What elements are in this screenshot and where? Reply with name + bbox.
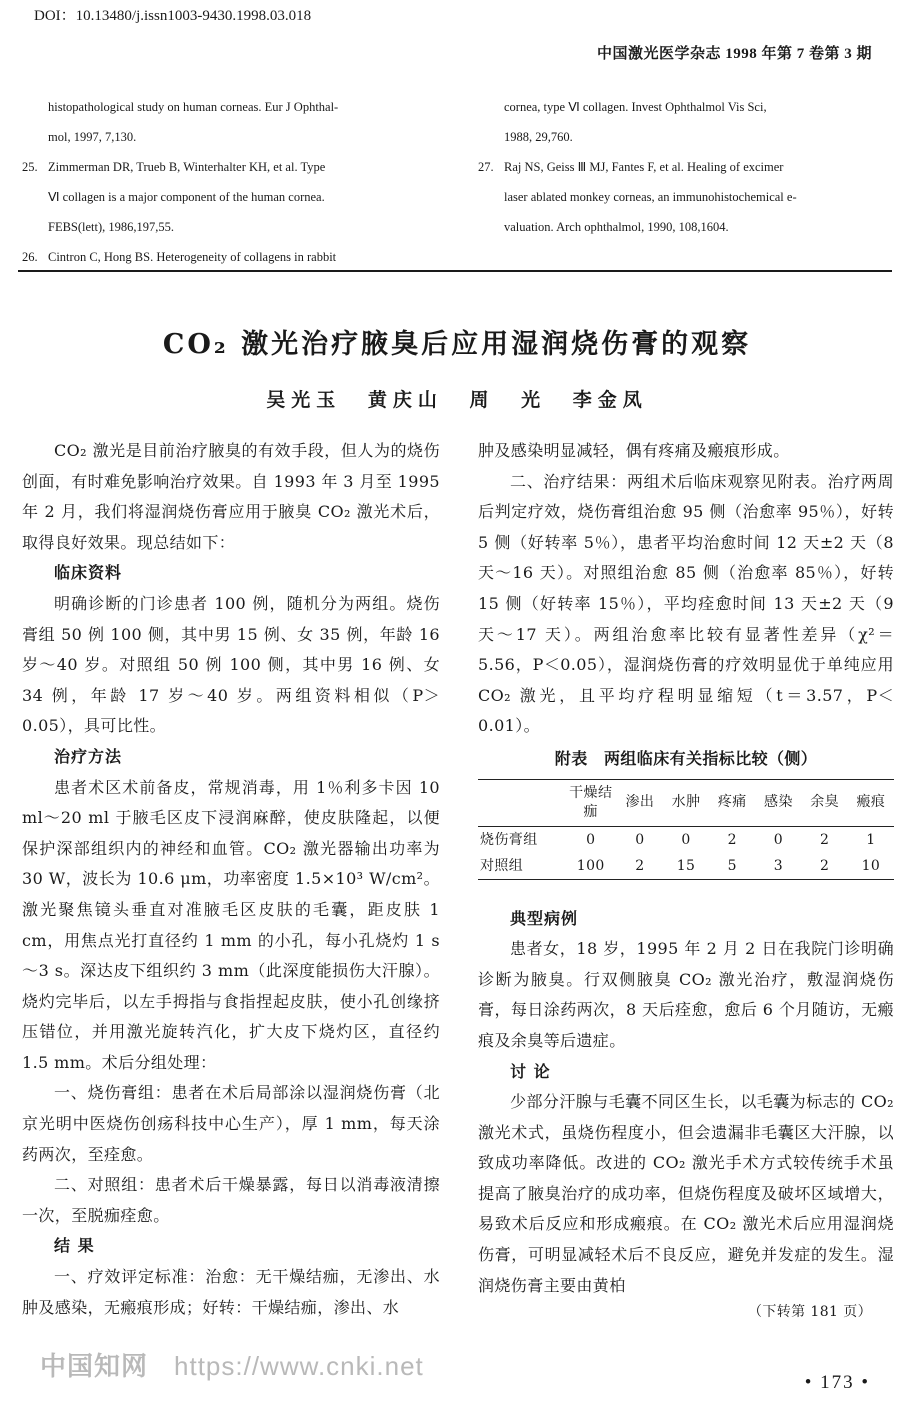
table-row <box>478 826 894 853</box>
reference-text: Ⅵ collagen is a major component of the human cornea. <box>48 190 325 204</box>
reference-text: FEBS(lett), 1986,197,55. <box>48 220 175 234</box>
reference-item <box>22 242 442 272</box>
table-header-cell: 瘢痕 <box>856 794 886 811</box>
section-heading-method: 治疗方法 <box>54 746 123 766</box>
continued-note: （下转第 181 页） <box>747 1304 872 1321</box>
reference-number: 26. <box>22 250 38 264</box>
table-cell: 0 <box>681 831 691 848</box>
table-cell: 10 <box>861 857 881 874</box>
result-continued: 肿及感染明显减轻，偶有疼痛及瘢痕形成。 <box>478 441 790 460</box>
table-cell: 2 <box>635 857 645 874</box>
table-cell: 3 <box>773 857 784 874</box>
body-column-left <box>22 436 440 1323</box>
table-cell: 烧伤膏组 <box>480 831 538 848</box>
body-column-right <box>478 436 894 1323</box>
journal-header: 中国激光医学杂志 1998 年第 7 卷第 3 期 <box>596 46 872 62</box>
table-cell: 0 <box>635 831 645 848</box>
section-heading-clinical: 临床资料 <box>54 563 123 583</box>
table-cell: 2 <box>727 831 737 848</box>
table-cell: 对照组 <box>480 857 524 874</box>
reference-item <box>478 92 898 152</box>
group2-paragraph: 二、对照组：患者术后干燥暴露，每日以消毒液清擦一次，至脱痂痊愈。 <box>22 1175 440 1225</box>
table-header-cell: 水肿 <box>671 794 701 811</box>
table-cell: 2 <box>820 831 830 848</box>
table-header-cell: 感染 <box>764 794 793 811</box>
cnki-watermark <box>40 1346 424 1383</box>
section-heading-discussion: 讨 论 <box>510 1061 551 1081</box>
reference-text: mol, 1997, 7,130. <box>48 130 137 144</box>
reference-text: Raj NS, Geiss Ⅲ MJ, Fantes F, et al. Healing of excimer <box>504 160 784 174</box>
reference-text: 1988, 29,760. <box>504 130 573 144</box>
comparison-table <box>478 779 894 880</box>
reference-item <box>22 92 442 152</box>
reference-text: histopathological study on human corneas. Eur J Ophthal- <box>48 100 339 114</box>
result-paragraph: 一、疗效评定标准：治愈：无干燥结痂，无渗出、水肿及感染，无瘢痕形成；好转：干燥结痂，渗出、水 <box>22 1267 440 1317</box>
table-header-cell: 余臭 <box>810 794 840 811</box>
table-header-cell: 干燥结痂 <box>569 784 613 820</box>
article-authors: 吴光玉 黄庆山 周 光 李金凤 <box>266 389 648 411</box>
table-header-cell: 疼痛 <box>717 794 747 811</box>
reference-text: valuation. Arch ophthalmol, 1990, 108,1604. <box>504 220 729 234</box>
reference-item <box>478 152 898 242</box>
watermark-url: https://www.cnki.net <box>174 1351 424 1381</box>
page-number: • 173 • <box>804 1372 870 1393</box>
reference-text: cornea, type Ⅵ collagen. Invest Ophthalmol Vis Sci, <box>504 100 767 114</box>
references-right <box>478 92 898 242</box>
section-divider <box>18 270 892 272</box>
table-cell: 5 <box>727 857 737 874</box>
method-paragraph: 患者术区术前备皮，常规消毒，用 1％利多卡因 10 ml～20 ml 于腋毛区皮下浸润麻醉，使皮肤隆起，以便保护深部组织内的神经和血管。CO₂ 激光器输出功率为 30 W，波长为 10.6 μm，功率密度 1.5×10³ W/cm²。激光聚焦镜头垂直对准腋毛区皮肤的毛囊，距皮肤 1 cm，用焦点光打直径约 1 mm 的小孔，每小孔烧灼 1 s～3 s。深达皮下组织约 3 mm（此深度能损伤大汗腺）。烧灼完毕后，以左手拇指与食指捏起皮肤，使小孔创缘挤压错位，并用激光旋转汽化，扩大皮下烧灼区，直径约 1.5 mm。术后分组处理： <box>22 777 440 1072</box>
reference-number: 27. <box>478 160 494 174</box>
clinical-paragraph: 明确诊断的门诊患者 100 例，随机分为两组。烧伤膏组 50 例 100 侧，其中男 15 例、女 35 例，年龄 16 岁～40 岁。对照组 50 例 100 侧，其中男 16 例、女 34 例，年龄 17 岁～40 岁。两组资料相似（P＞0.05），具可比性。 <box>22 593 440 736</box>
case-paragraph: 患者女，18 岁，1995 年 2 月 2 日在我院门诊明确诊断为腋臭。行双侧腋臭 CO₂ 激光治疗，敷湿润烧伤膏，每日涂药两次，8 天后痊愈，愈后 6 个月随访，无瘢痕及余臭等后遗症。 <box>478 939 894 1050</box>
table-cell: 1 <box>866 831 876 848</box>
article-title: CO₂ 激光治疗腋臭后应用湿润烧伤膏的观察 <box>162 329 752 360</box>
table-cell: 15 <box>676 857 696 874</box>
intro-paragraph: CO₂ 激光是目前治疗腋臭的有效手段，但人为的烧伤创面，有时难免影响治疗效果。自 1993 年 3 月至 1995 年 2 月，我们将湿润烧伤膏应用于腋臭 CO₂ 激光术后，取得良好效果。现总结如下： <box>22 441 440 552</box>
table-row <box>478 853 894 880</box>
table-caption: 附表 两组临床有关指标比较（侧） <box>554 748 818 768</box>
watermark-logo-text: 中国知网 <box>40 1351 149 1381</box>
group1-paragraph: 一、烧伤膏组：患者在术后局部涂以湿润烧伤膏（北京光明中医烧伤创疡科技中心生产），厚 1 mm，每天涂药两次，至痊愈。 <box>22 1083 440 1164</box>
table-header-cell: 渗出 <box>625 794 655 811</box>
references-left <box>22 92 442 272</box>
reference-text: Zimmerman DR, Trueb B, Winterhalter KH, et al. Type <box>48 160 326 174</box>
table-header-cell <box>478 779 565 826</box>
table-cell: 0 <box>773 831 784 848</box>
doi: DOI：10.13480/j.issn1003-9430.1998.03.018 <box>34 8 312 24</box>
result2-paragraph: 二、治疗结果：两组术后临床观察见附表。治疗两周后判定疗效，烧伤膏组治愈 95 侧（治愈率 95％），好转 5 侧（好转率 5％），患者平均治愈时间 12 天±2 天（8 天～16 天）。对照组治愈 85 侧（治愈率 85％），好转 15 侧（好转率 15％），平均痊愈时间 13 天±2 天（9 天～17 天）。两组治愈率比较有显著性差异（χ²＝5.56，P＜0.05），湿润烧伤膏的疗效明显优于单纯应用 CO₂ 激光，且平均疗程明显缩短（t＝3.57，P＜0.01）。 <box>478 471 894 736</box>
table-cell: 100 <box>576 857 605 874</box>
table-cell: 0 <box>586 831 596 848</box>
table-cell: 2 <box>820 857 830 874</box>
reference-number: 25. <box>22 160 38 174</box>
section-heading-case: 典型病例 <box>510 908 579 928</box>
section-heading-result: 结 果 <box>54 1236 95 1256</box>
reference-text: laser ablated monkey corneas, an immunohistochemical e- <box>504 190 797 204</box>
reference-item <box>22 152 442 242</box>
discussion-paragraph: 少部分汗腺与毛囊不同区生长，以毛囊为标志的 CO₂ 激光术式，虽烧伤程度小，但会遗漏非毛囊区大汗腺，以致成功率降低。改进的 CO₂ 激光手术方式较传统手术虽提高了腋臭治疗的成功率，但烧伤程度及破坏区域增大，易致术后反应和形成瘢痕。在 CO₂ 激光术后应用湿润烧伤膏，可明显减轻术后不良反应，避免并发症的发生。湿润烧伤膏主要由黄柏 <box>478 1092 894 1295</box>
reference-text: Cintron C, Hong BS. Heterogeneity of collagens in rabbit <box>48 250 337 264</box>
table-header-row <box>478 779 894 826</box>
